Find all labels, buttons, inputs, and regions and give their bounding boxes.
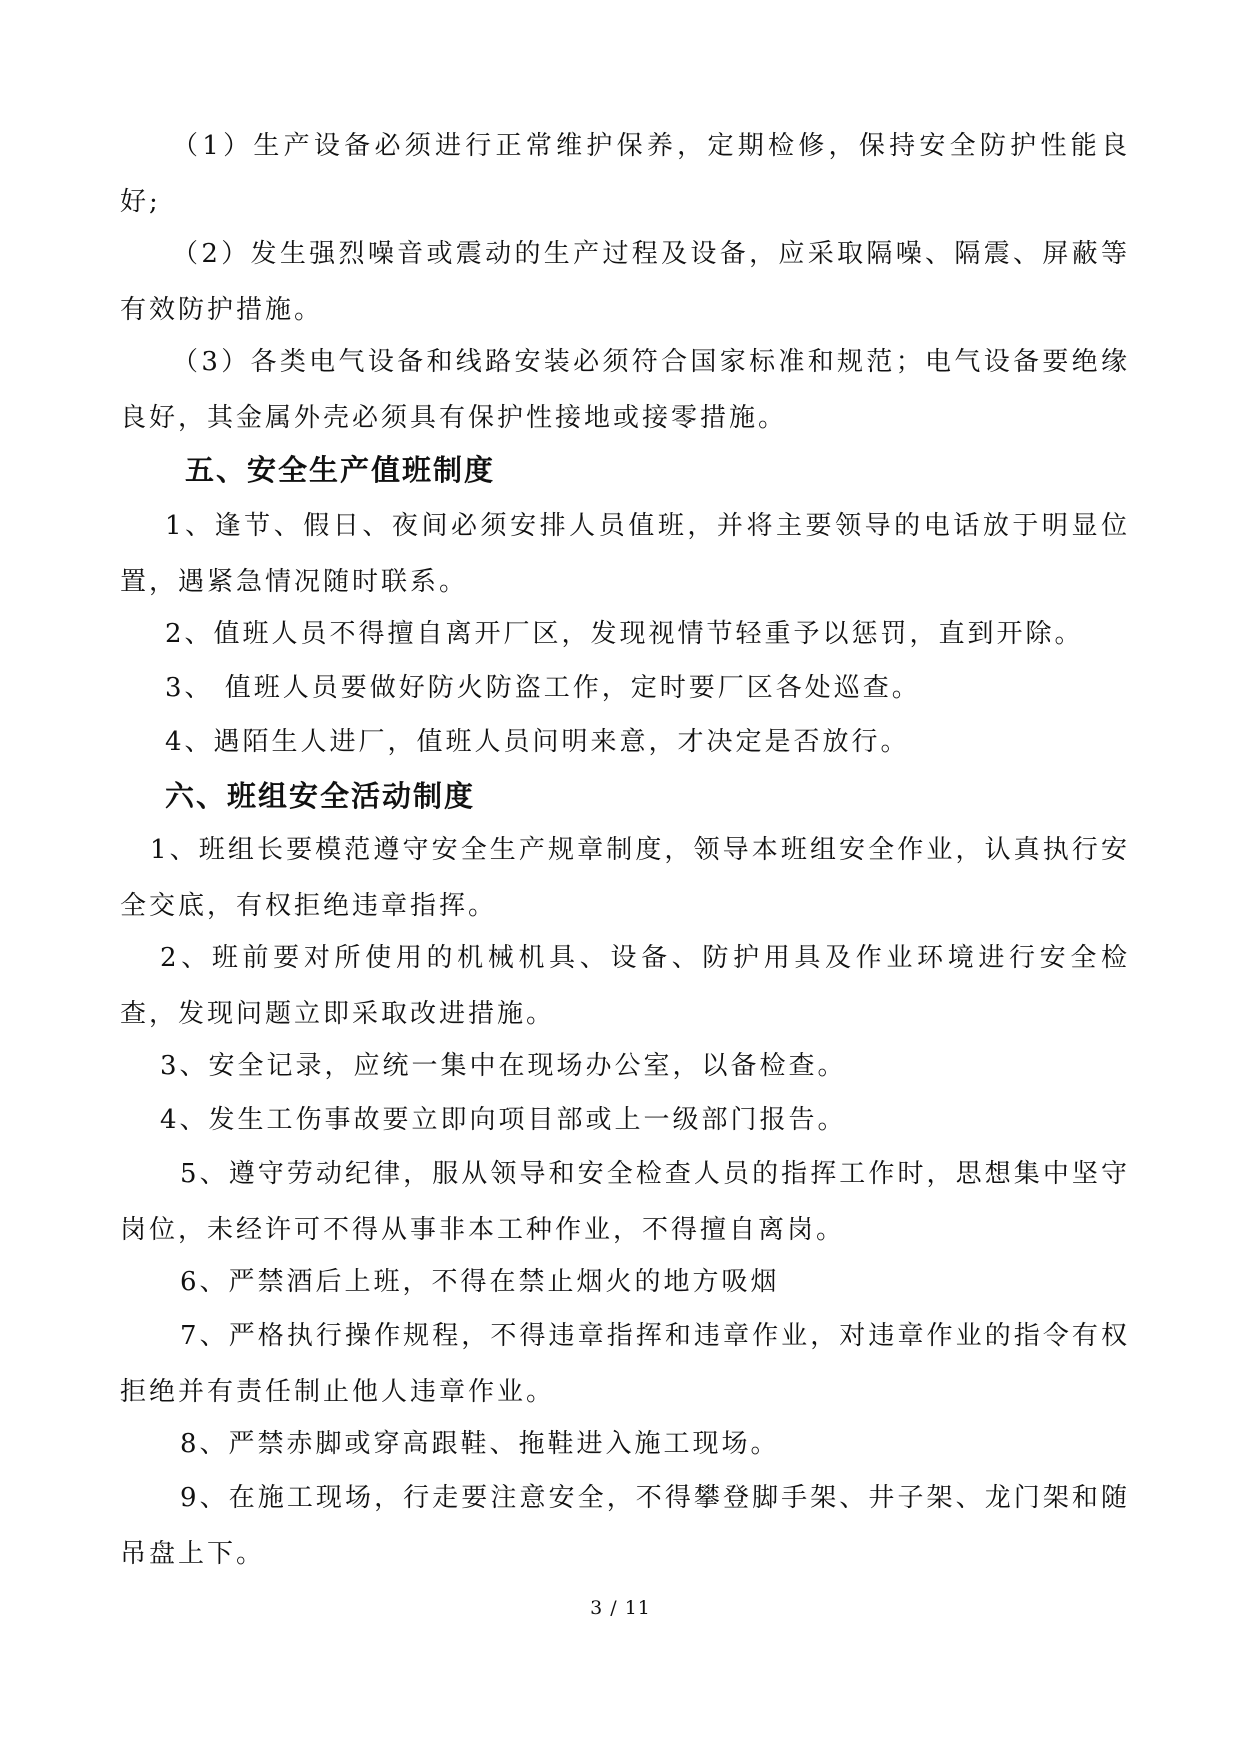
team-rule-7: 7、严格执行操作规程，不得违章指挥和违章作业，对违章作业的指令有权拒绝并有责任制止他人违章作业。 [120, 1321, 1130, 1407]
team-rule-5: 5、遵守劳动纪律，服从领导和安全检查人员的指挥工作时，思想集中坚守岗位，未经许可不得从事非本工种作业，不得擅自离岗。 [120, 1159, 1130, 1245]
team-rule-8: 8、严禁赤脚或穿高跟鞋、拖鞋进入施工现场。 [180, 1429, 780, 1459]
equipment-rule-2: （2）发生强烈噪音或震动的生产过程及设备，应采取隔噪、隔震、屏蔽等有效防护措施。 [120, 239, 1130, 325]
duty-rule-4: 4、遇陌生人进厂，值班人员问明来意，才决定是否放行。 [165, 727, 910, 757]
section-heading-duty: 五、安全生产值班制度 [185, 453, 496, 487]
team-rule-3: 3、安全记录，应统一集中在现场办公室，以备检查。 [160, 1051, 847, 1081]
duty-rule-2: 2、值班人员不得擅自离开厂区，发现视情节轻重予以惩罚，直到开除。 [165, 619, 1084, 649]
page-number: 3 / 11 [590, 1597, 651, 1619]
equipment-rule-3: （3）各类电气设备和线路安装必须符合国家标准和规范；电气设备要绝缘良好，其金属外壳必须具有保护性接地或接零措施。 [120, 347, 1130, 433]
team-rule-9: 9、在施工现场，行走要注意安全，不得攀登脚手架、井子架、龙门架和随吊盘上下。 [120, 1483, 1130, 1569]
equipment-rule-1: （1）生产设备必须进行正常维护保养，定期检修，保持安全防护性能良好; [120, 131, 1130, 217]
team-rule-1: 1、班组长要模范遵守安全生产规章制度，领导本班组安全作业，认真执行安全交底，有权拒绝违章指挥。 [120, 835, 1130, 921]
section-heading-team: 六、班组安全活动制度 [165, 779, 476, 813]
duty-rule-3: 3、 值班人员要做好防火防盗工作，定时要厂区各处巡查。 [165, 673, 921, 703]
team-rule-4: 4、发生工伤事故要立即向项目部或上一级部门报告。 [160, 1105, 847, 1135]
team-rule-6: 6、严禁酒后上班，不得在禁止烟火的地方吸烟 [180, 1267, 780, 1297]
duty-rule-1: 1、逢节、假日、夜间必须安排人员值班，并将主要领导的电话放于明显位置，遇紧急情况随时联系。 [120, 511, 1130, 597]
team-rule-2: 2、班前要对所使用的机械机具、设备、防护用具及作业环境进行安全检查，发现问题立即采取改进措施。 [120, 943, 1130, 1029]
